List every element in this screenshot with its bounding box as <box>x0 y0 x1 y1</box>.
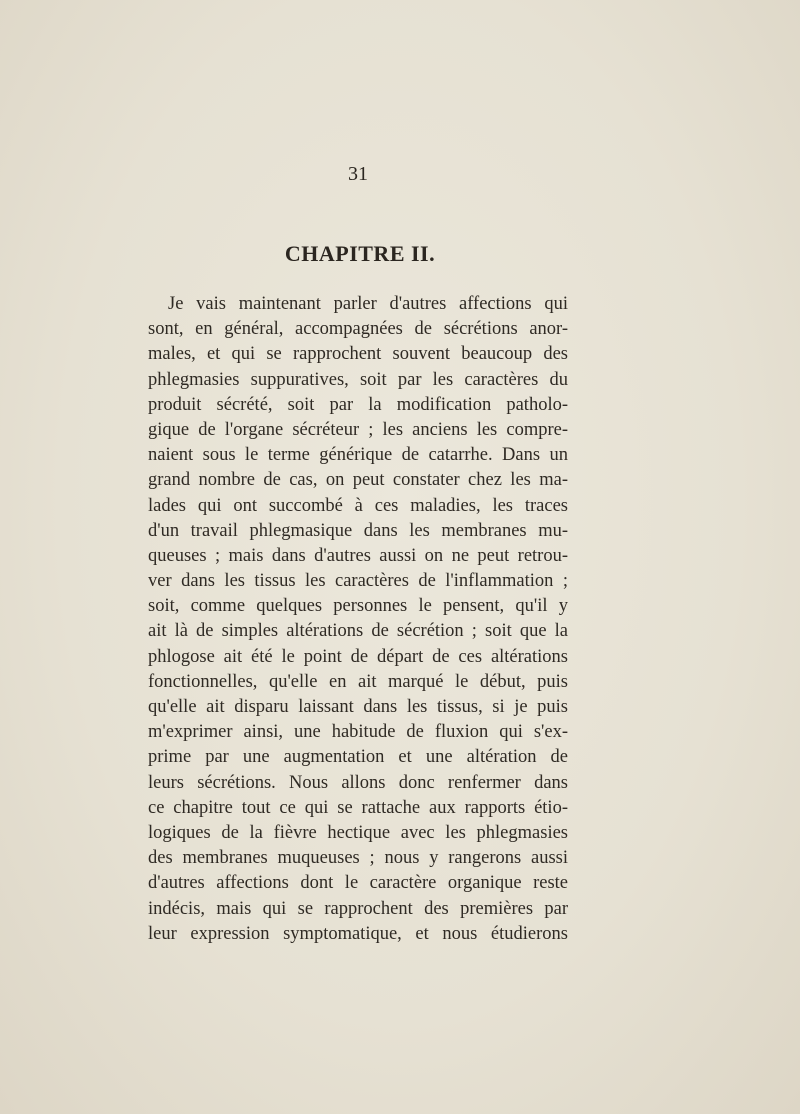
text-line: fonctionnelles, qu'elle en ait marqué le début, puis <box>148 671 568 692</box>
text-line: m'exprimer ainsi, une habitude de fluxion qui s'ex- <box>148 722 568 743</box>
text-line: soit, comme quelques personnes le pensent, qu'il y <box>148 596 568 617</box>
text-line: queuses ; mais dans d'autres aussi on ne peut retrou- <box>148 545 568 566</box>
text-line: leur expression symptomatique, et nous étudierons <box>148 923 568 944</box>
text-line: ait là de simples altérations de sécrétion ; soit que la <box>148 621 568 642</box>
text-line: prime par une augmentation et une altération de <box>148 747 568 768</box>
text-line: gique de l'organe sécréteur ; les anciens les compre- <box>148 419 568 440</box>
text-line: indécis, mais qui se rapprochent des premières par <box>148 898 568 919</box>
text-line: qu'elle ait disparu laissant dans les tissus, si je puis <box>148 697 568 717</box>
text-line: lades qui ont succombé à ces maladies, les traces <box>148 495 568 516</box>
body-paragraph <box>148 292 568 947</box>
chapter-title: CHAPITRE II. <box>284 241 436 266</box>
text-line: sont, en général, accompagnées de sécrétions anor- <box>148 319 568 340</box>
text-line: logiques de la fièvre hectique avec les phlegmasies <box>148 822 568 843</box>
page-number: 31 <box>348 163 368 185</box>
text-line: phlogose ait été le point de départ de ces altérations <box>148 646 568 667</box>
text-line: leurs sécrétions. Nous allons donc renfermer dans <box>148 772 568 793</box>
text-line: d'autres affections dont le caractère organique reste <box>148 873 568 894</box>
text-line: ce chapitre tout ce qui se rattache aux rapports étio- <box>148 797 568 818</box>
text-line: naient sous le terme générique de catarrhe. Dans un <box>148 445 568 466</box>
text-line: phlegmasies suppuratives, soit par les caractères du <box>148 369 568 390</box>
text-line: produit sécrété, soit par la modification patholo- <box>148 394 568 415</box>
text-line: ver dans les tissus les caractères de l'inflammation ; <box>148 571 568 592</box>
text-line: des membranes muqueuses ; nous y rangerons aussi <box>148 848 568 869</box>
text-line: d'un travail phlegmasique dans les membranes mu- <box>148 520 568 541</box>
text-line: males, et qui se rapprochent souvent beaucoup des <box>148 344 568 365</box>
text-line: Je vais maintenant parler d'autres affections qui <box>168 294 568 314</box>
text-line: grand nombre de cas, on peut constater chez les ma- <box>148 470 568 491</box>
